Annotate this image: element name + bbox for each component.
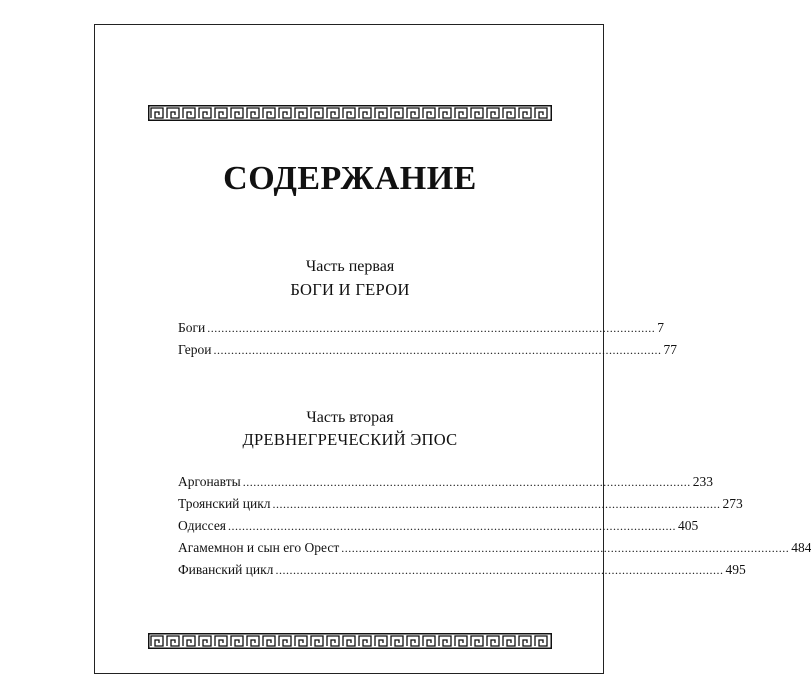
toc-entry (178, 474, 713, 496)
toc-entry-page: 77 (663, 342, 677, 357)
toc-part2 (178, 474, 811, 584)
greek-key-border-bottom (148, 633, 552, 649)
toc-entry-title: Фиванский цикл (178, 562, 274, 577)
part2-title: ДРЕВНЕГРЕЧЕСКИЙ ЭПОС (242, 430, 458, 449)
leader-dots: ................................................................................................................................ (242, 475, 691, 489)
toc-entry (178, 562, 746, 584)
page-title: СОДЕРЖАНИЕ (223, 160, 477, 197)
toc-entry-page: 7 (657, 320, 665, 335)
toc-entry-title: Троянский цикл (178, 496, 271, 511)
toc-entry-title: Боги (178, 320, 206, 335)
toc-entry-title: Аргонавты (178, 474, 241, 489)
leader-dots: ................................................................................................................................ (228, 519, 677, 533)
greek-key-border-top (148, 105, 552, 121)
leader-dots: ................................................................................................................................ (213, 343, 662, 357)
leader-dots: ................................................................................................................................ (272, 497, 721, 511)
toc-entry-page: 405 (678, 518, 699, 533)
toc-entry (178, 496, 743, 518)
toc-entry-title: Одиссея (178, 518, 227, 533)
toc-entry-title: Агамемнон и сын его Орест (178, 540, 340, 555)
toc-entry (178, 518, 699, 540)
leader-dots: ................................................................................................................................ (275, 563, 724, 577)
toc-entry (178, 320, 665, 342)
toc-entry-page: 273 (722, 496, 743, 511)
part2-label: Часть вторая (306, 409, 394, 426)
toc-entry (178, 540, 811, 562)
toc-entry (178, 342, 677, 364)
toc-entry-page: 484 (791, 540, 811, 555)
part1-title: БОГИ И ГЕРОИ (290, 280, 410, 299)
toc-entry-page: 233 (692, 474, 713, 489)
leader-dots: ................................................................................................................................ (341, 541, 790, 555)
part1-label: Часть первая (305, 258, 395, 275)
leader-dots: ................................................................................................................................ (207, 321, 656, 335)
toc-entry-title: Герои (178, 342, 212, 357)
toc-entry-page: 495 (725, 562, 746, 577)
toc-part1 (178, 320, 677, 364)
